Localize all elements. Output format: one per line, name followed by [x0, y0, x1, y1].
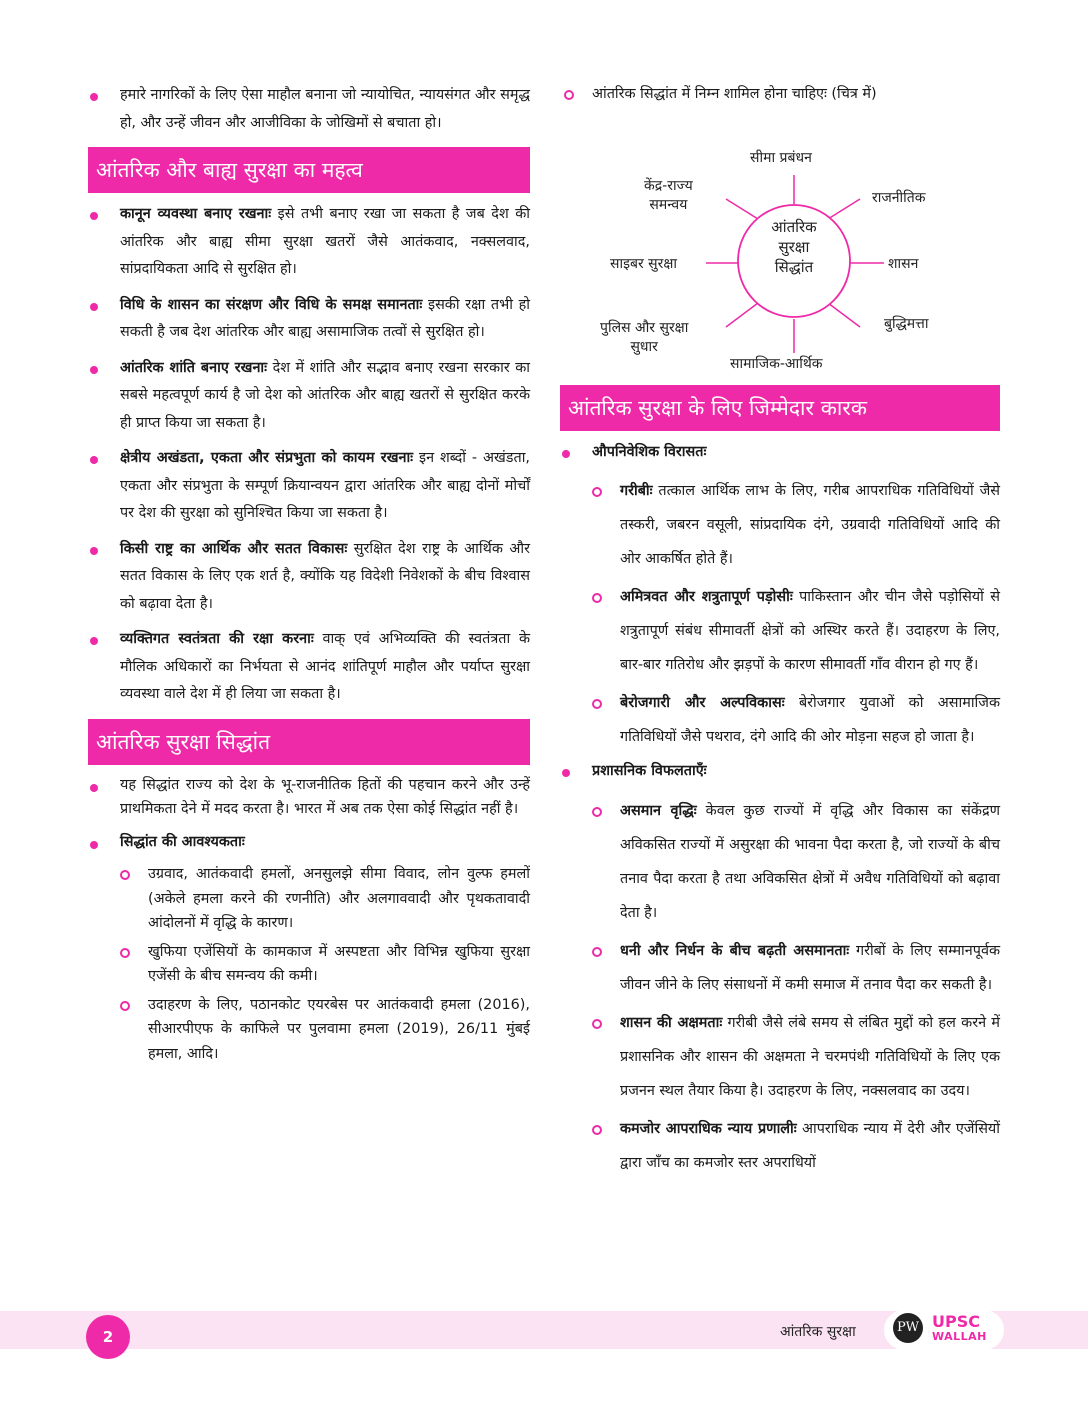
doctrine-intro-sub-bullet: आंतरिक सिद्धांत में निम्न शामिल होना चाहिएः (चित्र में)	[532, 82, 1000, 107]
section-heading-doctrine: आंतरिक सुरक्षा सिद्धांत	[88, 719, 530, 765]
intro-bullet: हमारे नागरिकों के लिए ऐसा माहौल बनाना जो न्यायोचित, न्यायसंगत और समृद्ध हो, और उन्हें जीवन और आजीविका के जोखिमों से बचाता हो।	[88, 82, 530, 137]
sub-list-item: असमान वृद्धिः केवल कुछ राज्यों में वृद्धि और विकास का संकेंद्रण अविकसित राज्यों में असुरक्षा की भावना पैदा करता है, जो राज्यों के बीच तनाव पैदा करता है तथा अविकसित क्षेत्रों में अवैध गतिविधियों को बढ़ावा देता है।	[560, 794, 1000, 930]
list-item: व्यक्तिगत स्वतंत्रता की रक्षा करनाः वाक् एवं अभिव्यक्ति की स्वतंत्रता के मौलिक अधिकारों का निर्भयता से आनंद शांतिपूर्ण माहौल और पर्याप्त सुरक्षा व्यवस्था वाले देश में ही लिया जा सकता है।	[88, 626, 530, 709]
diagram-center-label: आंतरिक सुरक्षा सिद्धांत	[771, 217, 817, 276]
list-item: आंतरिक शांति बनाए रखनाः देश में शांति और सद्भाव बनाए रखना सरकार का सबसे महत्वपूर्ण कार्य है जो देश को आंतरिक और बाह्य खतरों से सुरक्षित करके ही प्राप्त किया जा सकता है।	[88, 355, 530, 438]
list-item: किसी राष्ट्र का आर्थिक और सतत विकासः सुरक्षित देश राष्ट्र के आर्थिक और सतत विकास के लिए एक शर्त है, क्योंकि यह विदेशी निवेशकों के बीच विश्वास को बढ़ावा देता है।	[88, 536, 530, 619]
doctrine-diagram	[560, 113, 1000, 371]
sub-list-item: शासन की अक्षमताः गरीबी जैसे लंबे समय से लंबित मुद्दों को हल करने में प्रशासनिक और शासन की अक्षमता ने चरमपंथी गतिविधियों के लिए एक प्रजनन स्थल तैयार किया है। उदाहरण के लिए, नक्सलवाद का उदय।	[560, 1006, 1000, 1108]
section-heading-importance: आंतरिक और बाह्य सुरक्षा का महत्व	[88, 147, 530, 193]
sub-list-item: कमजोर आपराधिक न्याय प्रणालीः आपराधिक न्याय में देरी और एजेंसियों द्वारा जाँच का कमजोर स्तर अपराधियों	[560, 1112, 1000, 1180]
label-cyber-security: साइबर सुरक्षा	[610, 255, 677, 272]
sub-list-item: बेरोजगारी और अल्पविकासः बेरोजगार युवाओं को असामाजिक गतिविधियों जैसे पथराव, दंगे आदि की ओर मोड़ना सहज हो जाता है।	[560, 686, 1000, 754]
doctrine-bullet: यह सिद्धांत राज्य को देश के भू-राजनीतिक हितों की पहचान करने और उन्हें प्राथमिकता देने में मदद करता है। भारत में अब तक ऐसा कोई सिद्धांत नहीं है।	[88, 773, 530, 822]
sub-list-item: उग्रवाद, आतंकवादी हमलों, अनसुलझे सीमा विवाद, लोन वुल्फ हमलों (अकेले हमला करने की रणनीति) और अलगाववादी और पृथकतावादी आंदोलनों में वृद्धि के कारण।	[88, 862, 530, 936]
sub-list-item: गरीबीः तत्काल आर्थिक लाभ के लिए, गरीब आपराधिक गतिविधियों जैसे तस्करी, जबरन वसूली, सांप्रदायिक दंगे, उग्रवादी गतिविधियों आदि की ओर आकर्षित होते हैं।	[560, 474, 1000, 576]
sub-list-item: खुफिया एजेंसियों के कामकाज में अस्पष्टता और विभिन्न खुफिया सुरक्षा एजेंसी के बीच समन्वय की कमी।	[88, 940, 530, 989]
label-intelligence: बुद्धिमत्ता	[884, 315, 929, 332]
colonial-heading-bullet: औपनिवेशिक विरासतः	[560, 439, 1000, 467]
footer-subject: आंतरिक सुरक्षा	[780, 1324, 856, 1340]
logo-text-upsc: UPSC	[932, 1312, 980, 1331]
label-political: राजनीतिक	[872, 189, 926, 206]
list-item: कानून व्यवस्था बनाए रखनाः इसे तभी बनाए रखा जा सकता है जब देश की आंतरिक और बाह्य सीमा सुरक्षा खतरों जैसे आतंकवाद, नक्सलवाद, सांप्रदायिकता आदि से सुरक्षित हो।	[88, 201, 530, 284]
page-number: 2	[86, 1315, 130, 1359]
left-column	[88, 82, 530, 1070]
pw-logo-icon: PW	[893, 1313, 923, 1343]
label-border-management: सीमा प्रबंधन	[750, 149, 812, 166]
right-column	[560, 82, 1000, 1184]
section-heading-factors: आंतरिक सुरक्षा के लिए जिम्मेदार कारक	[560, 385, 1000, 431]
admin-heading-bullet: प्रशासनिक विफलताएँः	[560, 758, 1000, 786]
label-police-reform: पुलिस और सुरक्षा सुधार	[600, 319, 689, 355]
need-heading-bullet: सिद्धांत की आवश्यकताः	[88, 830, 530, 855]
logo-text-wallah: WALLAH	[932, 1330, 987, 1343]
label-socio-economic: सामाजिक-आर्थिक	[730, 355, 823, 372]
sub-list-item: उदाहरण के लिए, पठानकोट एयरबेस पर आतंकवादी हमला (2016), सीआरपीएफ के काफिले पर पुलवामा हमला (2019), 26/11 मुंबई हमला, आदि।	[88, 993, 530, 1067]
sub-list-item: धनी और निर्धन के बीच बढ़ती असमानताः गरीबों के लिए सम्मानपूर्वक जीवन जीने के लिए संसाधनों में कमी समाज में तनाव पैदा कर सकती है।	[560, 934, 1000, 1002]
label-centre-state: केंद्र-राज्य समन्वय	[644, 177, 693, 213]
label-governance: शासन	[888, 255, 919, 272]
list-item: विधि के शासन का संरक्षण और विधि के समक्ष समानताः इसकी रक्षा तभी हो सकती है जब देश आंतरिक और बाह्य असामाजिक तत्वों से सुरक्षित हो।	[88, 292, 530, 347]
list-item: क्षेत्रीय अखंडता, एकता और संप्रभुता को कायम रखनाः इन शब्दों - अखंडता, एकता और संप्रभुता के सम्पूर्ण क्रियान्वयन द्वारा आंतरिक और बाह्य दोनों मोर्चों पर देश की सुरक्षा को सुनिश्चित किया जा सकता है।	[88, 445, 530, 528]
sub-list-item: अमित्रवत और शत्रुतापूर्ण पड़ोसीः पाकिस्तान और चीन जैसे पड़ोसियों से शत्रुतापूर्ण संबंध सीमावर्ती क्षेत्रों को अस्थिर करते हैं। उदाहरण के लिए, बार-बार गतिरोध और झड़पों के कारण सीमावर्ती गाँव वीरान हो गए हैं।	[560, 580, 1000, 682]
